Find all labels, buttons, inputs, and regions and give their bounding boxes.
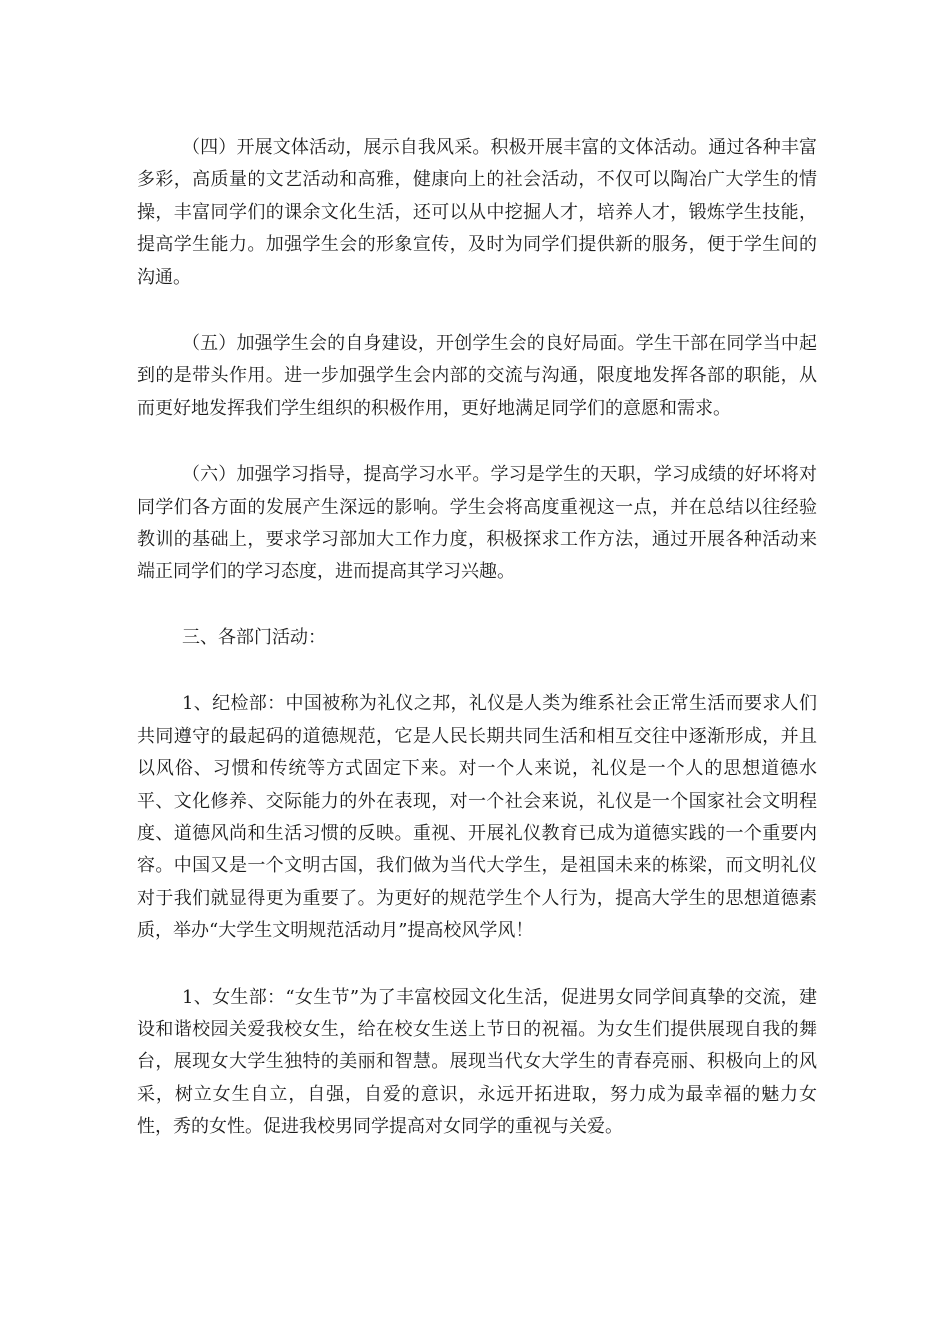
paragraph-discipline-department: 1、纪检部：中国被称为礼仪之邦，礼仪是人类为维系社会正常生活而要求人们共同遵守的最起码的道德规范，它是人民长期共同生活和相互交往中逐渐形成，并且以风俗、习惯和传统等方式固定下来。对一个人来说，礼仪是一个人的思想道德水平、文化修养、交际能力的外在表现，对一个社会来说，礼仪是一个国家社会文明程度、道德风尚和生活习惯的反映。重视、开展礼仪教育已成为道德实践的一个重要内容。中国又是一个文明古国，我们做为当代大学生，是祖国未来的栋梁，而文明礼仪对于我们就显得更为重要了。为更好的规范学生个人行为，提高大学生的思想道德素质，举办“大学生文明规范活动月”提高校风学风！	[137, 693, 817, 942]
section-heading-department-activities: 三、各部门活动：	[182, 626, 326, 648]
document-body	[137, 132, 817, 1144]
paragraph-female-students-department: 1、女生部：“女生节”为了丰富校园文化生活，促进男女同学间真挚的交流，建设和谐校园关爱我校女生，给在校女生送上节日的祝福。为女生们提供展现自我的舞台，展现女大学生独特的美丽和智慧。展现当代女大学生的青春亮丽、积极向上的风采，树立女生自立，自强，自爱的意识，永远开拓进取，努力成为最幸福的魅力女性，秀的女性。促进我校男同学提高对女同学的重视与关爱。	[137, 986, 817, 1138]
paragraph-cultural-sports-activities: （四）开展文体活动，展示自我风采。积极开展丰富的文体活动。通过各种丰富多彩，高质量的文艺活动和高雅，健康向上的社会活动，不仅可以陶冶广大学生的情操，丰富同学们的课余文化生活，还可以从中挖掘人才，培养人才，锻炼学生技能，提高学生能力。加强学生会的形象宣传，及时为同学们提供新的服务，便于学生间的沟通。	[137, 137, 817, 288]
paragraph-student-union-self-building: （五）加强学生会的自身建设，开创学生会的良好局面。学生干部在同学当中起到的是带头作用。进一步加强学生会内部的交流与沟通，限度地发挥各部的职能，从而更好地发挥我们学生组织的积极作用，更好地满足同学们的意愿和需求。	[137, 333, 817, 419]
paragraph-study-guidance: （六）加强学习指导，提高学习水平。学习是学生的天职，学习成绩的好坏将对同学们各方面的发展产生深远的影响。学生会将高度重视这一点，并在总结以往经验教训的基础上，要求学习部加大工作力度，积极探求工作方法，通过开展各种活动来端正同学们的学习态度，进而提高其学习兴趣。	[137, 464, 817, 583]
